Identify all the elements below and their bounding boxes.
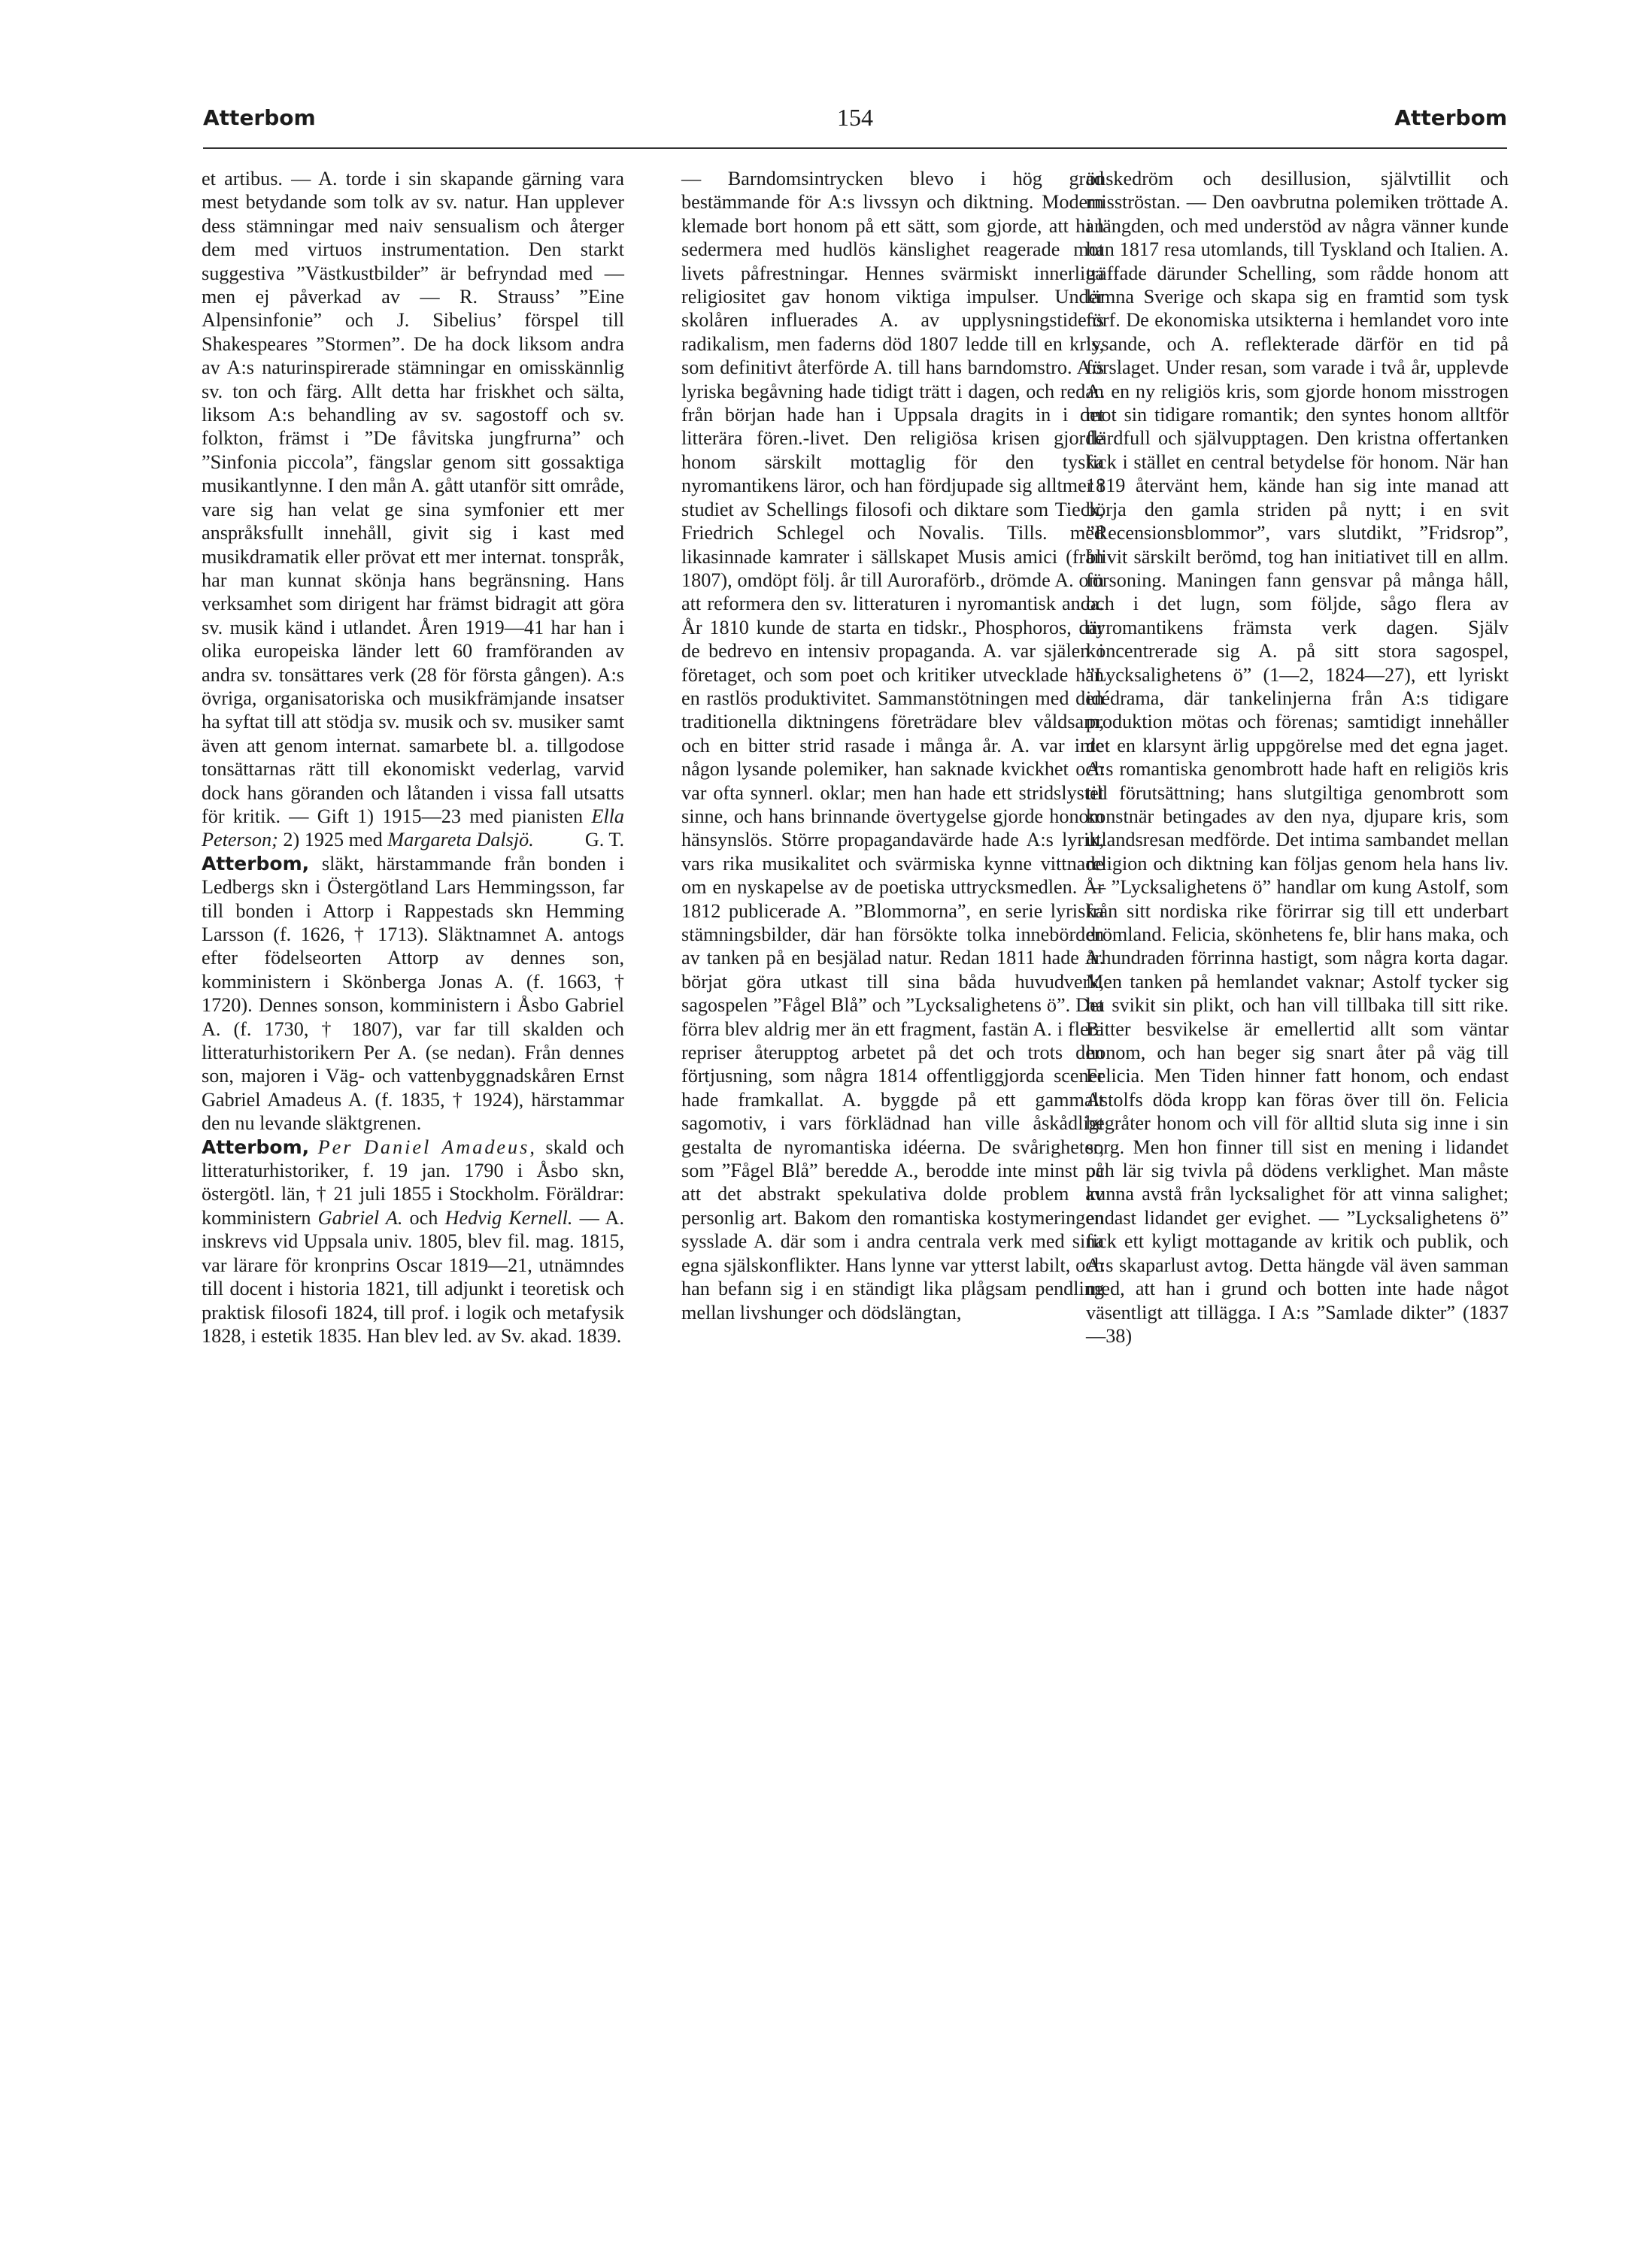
- paragraph: — Barndomsintrycken blevo i hög grad bestämmande för A:s livssyn och diktning. Modern klemade bort honom på ett sätt, som gjorde, att han sedermera med hudlös känslighet reagerade mot livets påfrestningar. Hennes svärmiskt innerliga religiositet gav honom viktiga impulser. Under skolåren influerades A. av upplysningstidens radikalism, men faderns död 1807 ledde till en kris, som definitivt återförde A. till hans barndomstro. A:s lyriska begåvning hade tidigt trätt i dagen, och redan från början hade han i Uppsala dragits in i det litterära fören.-livet. Den religiösa krisen gjorde honom särskilt mottaglig för den tyska nyromantikens läror, och han fördjupade sig alltmer i studiet av Schellings filosofi och diktare som Tieck, Friedrich Schlegel och Novalis. Tills. med likasinnade kamrater i sällskapet Musis amici (från 1807), omdöpt följ. år till Auroraförb., drömde A. om att reformera den sv. litteraturen i nyromantisk anda. År 1810 kunde de starta en tidskr., Phosphoros, där de bedrevo en intensiv propaganda. A. var själen i företaget, och som poet och kritiker utvecklade han en rastlös produktivitet. Sammanstötningen med den traditionella diktningens företrädare blev våldsam, och en bitter strid rasade i många år. A. var inte någon lysande polemiker, han saknade kvickhet och var ofta synnerl. oklar; men han hade ett stridslystet sinne, och hans brinnande övertygelse gjorde honom hänsynslös. Större propagandavärde hade A:s lyrik, vars rika musikalitet och svärmiska kynne vittnade om en nyskapelse av de poetiska uttrycksmedlen. År 1812 publicerade A. ”Blommorna”, en serie lyriska stämningsbilder, där han försökte tolka innebörden av tanken på en besjälad natur. Redan 1811 hade A. börjat göra utkast till sina båda huvudverk, sagospelen ”Fågel Blå” och ”Lycksalighetens ö”. Det förra blev aldrig mer än ett fragment, fastän A. i flera repriser återupptog arbetet på det och trots den förtjusning, som några 1814 offentliggjorda scener hade framkallat. A. byggde på ett gammalt sagomotiv, i vars förklädnad han ville åskådligt gestalta de nyromantiska idéerna. De svårigheter, som ”Fågel Blå” beredde A., berodde inte minst på att det abstrakt spekulativa dolde problem av personlig art. Bakom den romantiska kostymeringen sysslade A. där som i andra centrala verk med sina egna själskonflikter. Hans lynne var ytterst labilt, och han befann sig i en ständigt lika plågsam pendling mellan livshunger och dödslängtan,: [681, 168, 1104, 1324]
- page-number: 154: [837, 104, 873, 131]
- paragraph: önskedröm och desillusion, självtillit och misströstan. — Den oavbrutna polemiken tröttade A. i längden, och med understöd av några vänner kunde han 1817 resa utomlands, till Tyskland och Italien. A. träffade därunder Schelling, som rådde honom att lämna Sverige och skapa sig en framtid som tysk förf. De ekonomiska utsikterna i hemlandet voro inte lysande, och A. reflekterade därför en tid på förslaget. Under resan, som varade i två år, upplevde A. en ny religiös kris, som gjorde honom misstrogen mot sin tidigare romantik; den syntes honom alltför flärdfull och självupptagen. Den kristna offertanken fick i stället en central betydelse för honom. När han 1819 återvänt hem, kände han sig inte manad att börja den gamla striden på nytt; i en svit ”Recensionsblommor”, vars slutdikt, ”Fridsrop”, blivit särskilt berömd, tog han initiativet till en allm. försoning. Maningen fann gensvar på många håll, och i det lugn, som följde, sågo flera av nyromantikens främsta verk dagen. Själv koncentrerade sig A. på sitt stora sagospel, ”Lycksalighetens ö” (1—2, 1824—27), ett lyriskt idédrama, där tankelinjerna från A:s tidigare produktion mötas och förenas; samtidigt innehåller det en klarsynt ärlig uppgörelse med det egna jaget. A:s romantiska genombrott hade haft en religiös kris till förutsättning; hans slutgiltiga genombrott som konstnär betingades av den nya, djupare kris, som utlandsresan medförde. Det intima sambandet mellan religion och diktning kan följas genom hela hans liv. — ”Lycksalighetens ö” handlar om kung Astolf, som från sitt nordiska rike förirrar sig till ett underbart drömland. Felicia, skönhetens fe, blir hans maka, och århundraden förrinna hastigt, som några korta dagar. Men tanken på hemlandet vaknar; Astolf tycker sig ha svikit sin plikt, och han vill tillbaka till sitt rike. Bitter besvikelse är emellertid allt som väntar honom, och han beger sig snart åter på väg till Felicia. Men Tiden hinner fatt honom, och endast Astolfs döda kropp kan föras över till ön. Felicia begråter honom och vill för alltid sluta sig inne i sin sorg. Men hon finner till sist en mening i lidandet och lär sig tvivla på dödens verklighet. Man måste kunna avstå från lycksalighet för att vinna salighet; endast lidandet ger evighet. — ”Lycksalighetens ö” fick ett kyligt mottagande av kritik och publik, och A:s skaparlust avtog. Detta hängde väl även samman med, att han i grund och botten inte hade något väsentligt att tillägga. I A:s ”Samlade dikter” (1837—38): [1086, 168, 1509, 1347]
- entry-headword: Atterbom,: [202, 1136, 310, 1158]
- running-head-left: Atterbom: [203, 105, 316, 130]
- author-signature: G. T.: [584, 829, 624, 851]
- column-3: [1086, 167, 1509, 1348]
- running-head-right: Atterbom: [1394, 105, 1507, 130]
- column-2: [681, 167, 1104, 1324]
- entry-person-name: Per Daniel Amadeus,: [317, 1136, 537, 1158]
- page-header: [203, 96, 1507, 144]
- entry-headword: Atterbom,: [202, 852, 310, 875]
- header-rule: [203, 147, 1507, 149]
- paragraph: et artibus. — A. torde i sin skapande gärning vara mest betydande som tolk av sv. natur. Han upplever dess stämningar med naiv sensualism och återger dem med virtuos instrumentation. Den starkt suggestiva ”Västkustbilder” är befryndad med — men ej påverkad av — R. Strauss’ ”Eine Alpensinfonie” och J. Sibelius’ förspel till Shakespeares ”Stormen”. De ha dock liksom andra av A:s naturinspirerade stämningar en omisskännlig sv. ton och färg. Allt detta har friskhet och sälta, liksom A:s behandling av sv. sagostoff och sv. folkton, främst i ”De fåvitska jungfrurna” och ”Sinfonia piccola”, fängslar genom sitt gossaktiga musikantlynne. I den mån A. gått utanför sitt område, vare sig han velat ge sina symfonier ett mer anspråksfullt innehåll, givit sig i kast med musikdramatik eller prövat ett mer internat. tonspråk, har man kunnat skönja hans begränsning. Hans verksamhet som dirigent har främst bidragit att göra sv. musik känd i utlandet. Åren 1919—41 har han i olika europeiska länder lett 60 framföranden av andra sv. tonsättares verk (28 för första gången). A:s övriga, organisatoriska och musikfrämjande insatser ha syftat till att stödja sv. musik och sv. musiker samt även att genom internat. samarbete bl. a. tillgodose tonsättarnas rätt till ekonomiskt vederlag, varvid dock hans göranden och låtanden i vissa fall utsatts för kritik. — Gift 1) 1915—23 med pianisten Ella Peterson; 2) 1925 med Margareta Dalsjö.: [202, 168, 624, 851]
- entry-atterbom-per: Atterbom, Per Daniel Amadeus, skald och litteraturhistoriker, f. 19 jan. 1790 i Åsbo skn, östergötl. län, † 21 juli 1855 i Stockholm. Föräldrar: komministern Gabriel A. och Hedvig Kernell. — A. inskrevs vid Uppsala univ. 1805, blev fil. mag. 1815, var lärare för kronprins Oscar 1819—21, utnämndes till docent i historia 1821, till adjunkt i teoretisk och praktisk filosofi 1824, till prof. i logik och metafysik 1828, i estetik 1835. Han blev led. av Sv. akad. 1839.: [202, 1136, 625, 1347]
- entry-atterbom-family: Atterbom, släkt, härstammande från bonden i Ledbergs skn i Östergötland Lars Hemmingsson, far till bonden i Attorp i Rappestads skn Hemming Larsson (f. 1626, † 1713). Släktnamnet A. antogs efter födelseorten Attorp av dennes son, komministern i Skönberga Jonas A. (f. 1663, † 1720). Dennes sonson, komministern i Åsbo Gabriel A. (f. 1730, † 1807), var far till skalden och litteraturhistorikern Per A. (se nedan). Från dennes son, majoren i Väg- och vattenbyggnadskåren Ernst Gabriel Amadeus A. (f. 1835, † 1924), härstammar den nu levande släktgrenen.: [202, 852, 624, 1135]
- column-1: [202, 167, 624, 1348]
